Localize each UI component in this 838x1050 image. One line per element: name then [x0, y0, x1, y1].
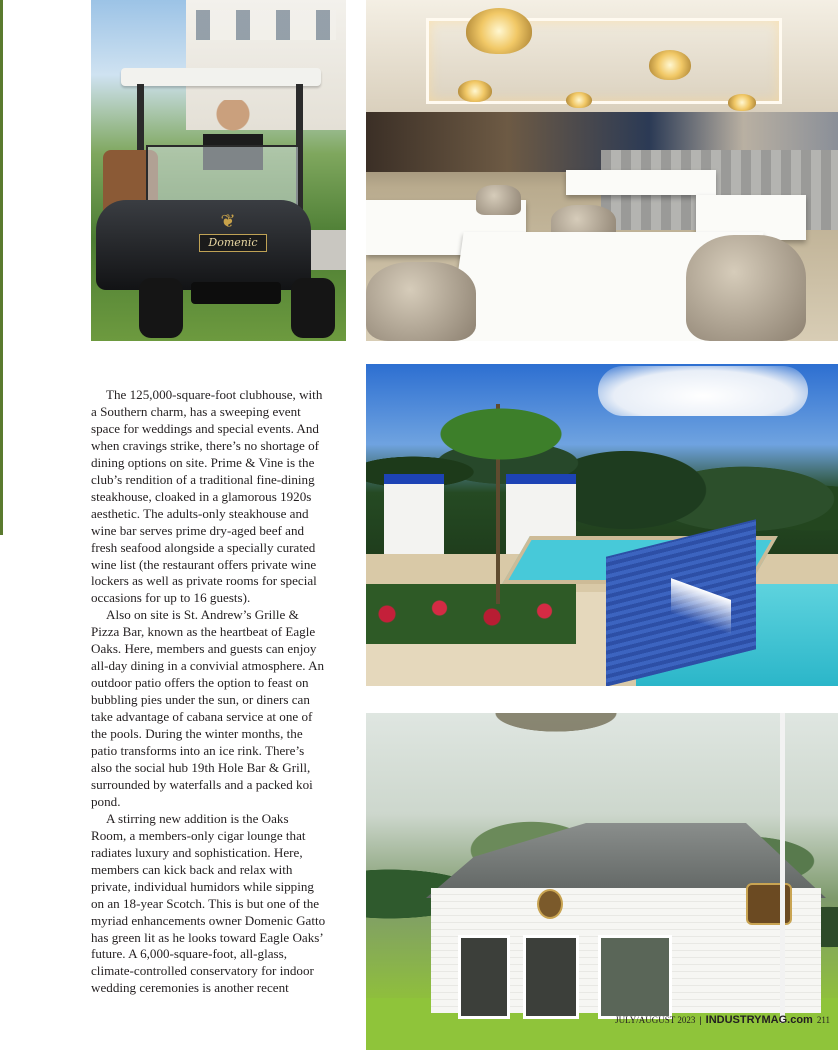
cart-nameplate: Domenic — [199, 234, 267, 252]
palm-fronds — [406, 394, 596, 474]
flower-bed — [366, 584, 576, 644]
building-sign — [746, 883, 792, 925]
garage-door — [458, 935, 510, 1019]
chandelier — [649, 50, 691, 80]
overhanging-branch — [426, 713, 686, 753]
folio-page-number: 211 — [816, 1015, 830, 1025]
chandelier — [466, 8, 532, 54]
page-folio — [600, 1012, 830, 1028]
garage-door — [598, 935, 672, 1019]
cart-grille — [191, 282, 281, 304]
cart-wheel-left — [139, 278, 183, 338]
article-body — [91, 387, 327, 997]
folio-separator: | — [699, 1015, 702, 1025]
chandelier — [458, 80, 492, 102]
chandelier — [728, 94, 756, 111]
golf-cart-photo — [91, 0, 346, 341]
chandelier — [566, 92, 592, 108]
crest-emblem — [537, 889, 563, 919]
dining-table — [566, 170, 716, 195]
folio-issue: JULY/AUGUST 2023 — [615, 1015, 696, 1025]
dining-chair — [686, 235, 806, 341]
cart-wheel-right — [291, 278, 335, 338]
dining-chair — [476, 185, 521, 215]
article-paragraph: Also on site is St. Andrew’s Grille & Pizza Bar, known as the heartbeat of Eagle Oaks. Here, members and guests can enjoy all-day dining in a convivial atmosphere. An outdoor patio offers the option to feast on bubbling pies under the sun, or diners can take advantage of cabana service at one of the pools. During the winter months, the patio transforms into an ice rink. There’s also the social hub 19th Hole Bar & Grill, surrounded by waterfalls and a packed koi pond. — [91, 607, 325, 809]
article-paragraph: A stirring new addition is the Oaks Room, a members-only cigar lounge that radiates luxury and sophistication. Here, members can kick back and relax with private, individual humidors while sipping on an 18-year Scotch. This is but one of the myriad enhancements owner Domenic Gatto has green lit as he looks toward Eagle Oaks’ future. A 6,000-square-foot, all-glass, climate-controlled conservatory for indoor wedding ceremonies is another recent — [91, 810, 326, 996]
article-paragraph: The 125,000-square-foot clubhouse, with a Southern charm, has a sweeping event space for weddings and special events. And when cravings strike, there’s no shortage of dining options on site. Prime & Vine is the club’s rendition of a traditional fine-dining steakhouse, cloaked in a glamorous 1920s aesthetic. The adults-only steakhouse and wine bar serves prime dry-aged beef and fresh seafood alongside a specially curated wine list (the restaurant offers private wine lockers as well as private rooms for special occasions for up to 16 guests). — [91, 387, 323, 606]
cart-roof — [121, 68, 321, 86]
cabana — [384, 474, 444, 554]
cottage-photo — [366, 713, 838, 1050]
pool-photo — [366, 364, 838, 686]
garage-door — [523, 935, 579, 1019]
dining-room-photo — [366, 0, 838, 341]
folio-magazine: INDUSTRYMAG.com — [705, 1014, 813, 1026]
dining-chair — [366, 262, 476, 341]
flag-pole — [780, 713, 785, 1023]
cart-emblem-icon: ❦ — [220, 211, 236, 231]
accent-bar — [0, 0, 3, 535]
